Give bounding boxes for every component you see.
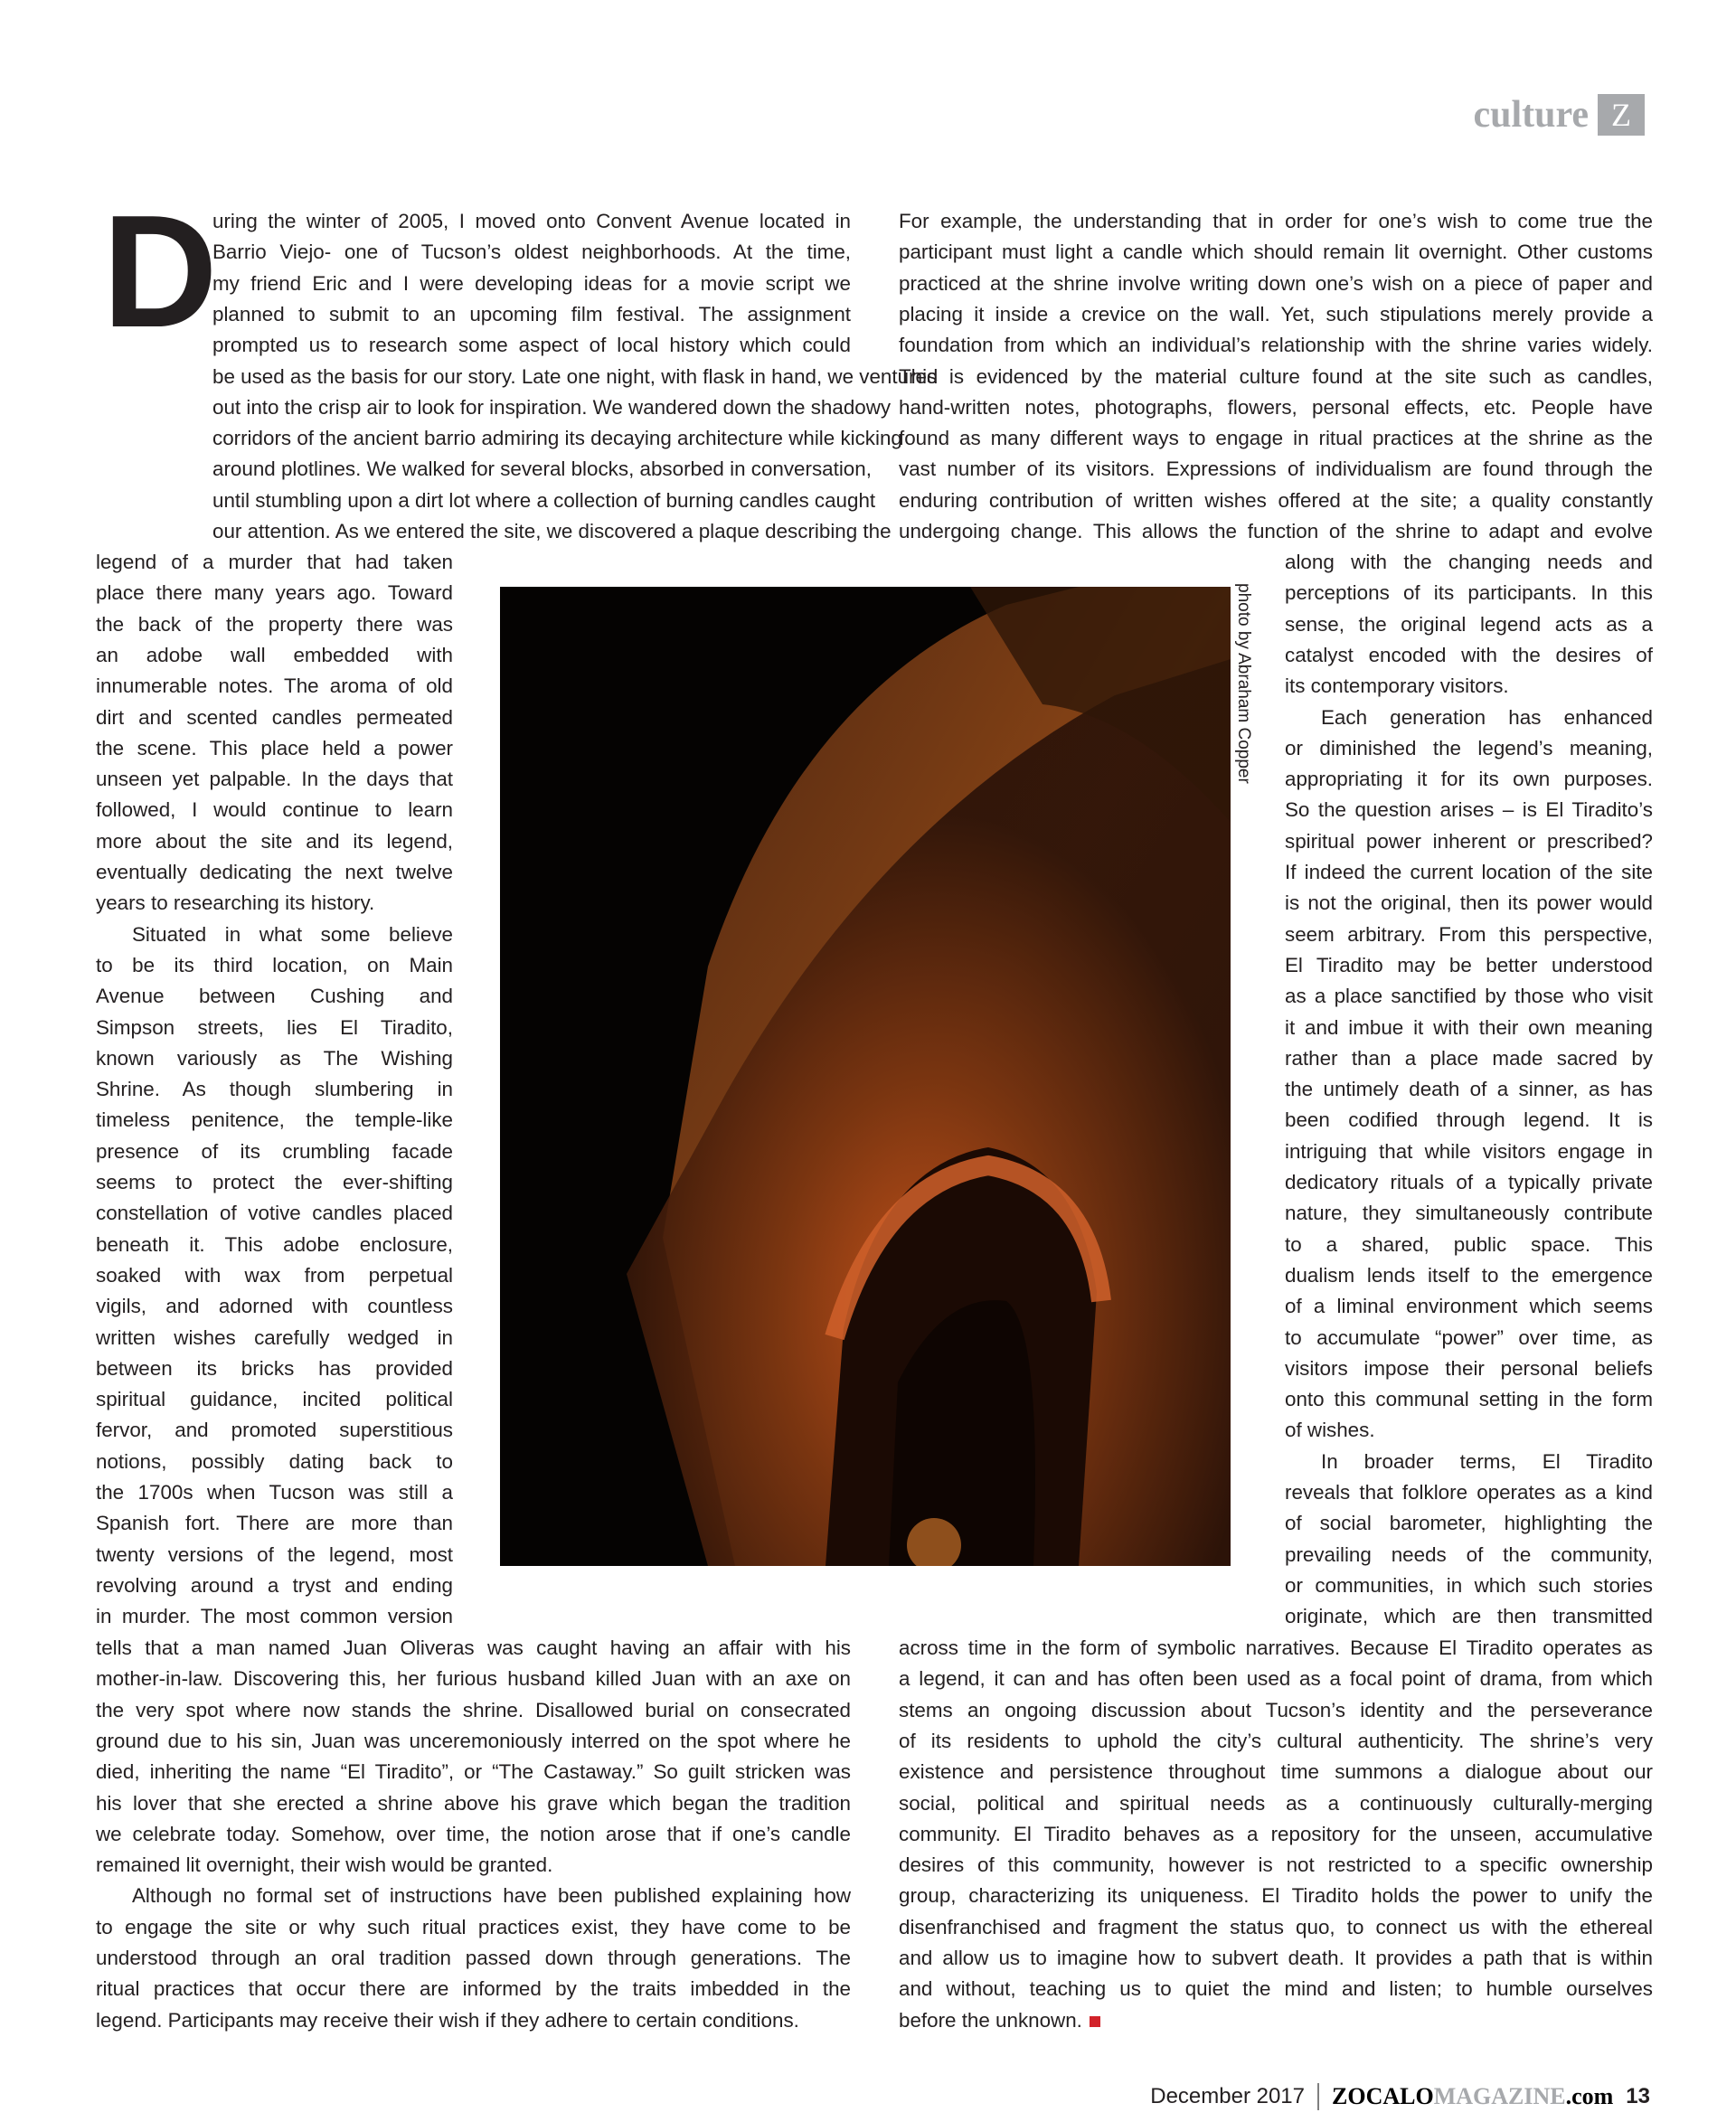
text-line: of a liminal environment which seems (1285, 1295, 1653, 1318)
issue-date: December 2017 (1150, 2084, 1305, 2108)
text-line: prompted us to research some aspect of local history which could (212, 334, 851, 357)
text-line: In broader terms, El Tiradito (1321, 1449, 1653, 1473)
text-line: group, characterizing its uniqueness. El Tiradito holds the power to unify the (899, 1884, 1653, 1908)
website-url (1332, 2083, 1613, 2110)
text-line: Although no formal set of instructions have been published explaining how (132, 1884, 851, 1908)
text-line: the scene. This place held a power (96, 736, 453, 759)
text-line: community. El Tiradito behaves as a repository for the unseen, accumulative (899, 1822, 1653, 1845)
shrine-photo (500, 587, 1231, 1566)
text-line: eventually dedicating the next twelve (96, 861, 453, 883)
text-line: fervor, and promoted superstitious (96, 1419, 453, 1442)
drop-cap: D (102, 182, 218, 361)
text-line: mother-in-law. Discovering this, her furious husband killed Juan with an axe on (96, 1667, 851, 1691)
text-line: reveals that folklore operates as a kind (1285, 1481, 1653, 1504)
text-line: social, political and spiritual needs as a continuously culturally-merging (899, 1791, 1653, 1815)
text-line: of social barometer, highlighting the (1285, 1512, 1653, 1535)
text-line: corridors of the ancient barrio admiring its decaying architecture while kicking (212, 427, 902, 450)
section-header (1473, 94, 1645, 136)
text-line: visitors impose their personal beliefs (1285, 1356, 1653, 1380)
text-line: more about the site and its legend, (96, 829, 453, 853)
text-line: ground due to his sin, Juan was unceremoniously interred on the spot where he (96, 1729, 851, 1752)
text-line: years to researching its history. (96, 891, 375, 915)
text-line: dirt and scented candles permeated (96, 705, 453, 729)
text-line: or communities, in which such stories (1285, 1573, 1653, 1597)
text-line: El Tiradito may be better understood (1285, 953, 1653, 976)
text-line: appropriating it for its own purposes. (1285, 768, 1653, 791)
text-line: or diminished the legend’s meaning, (1285, 736, 1653, 759)
text-line: in murder. The most common version (96, 1605, 453, 1628)
text-line: an adobe wall embedded with (96, 643, 453, 666)
text-line: dualism lends itself to the emergence (1285, 1263, 1653, 1287)
text-line: Situated in what some believe (132, 922, 453, 946)
text-line: prevailing needs of the community, (1285, 1542, 1653, 1566)
text-line: hand-written notes, photographs, flowers, personal effects, etc. People have (899, 395, 1653, 419)
text-line: the back of the property there was (96, 612, 453, 636)
text-line: until stumbling upon a dirt lot where a collection of burning candles caught (212, 488, 876, 512)
text-line: vast number of its visitors. Expressions of individualism are found through the (899, 457, 1653, 481)
text-line: seems to protect the ever-shifting (96, 1171, 453, 1193)
text-line: existence and persistence throughout time summons a dialogue about our (899, 1760, 1653, 1784)
text-line: If indeed the current location of the site (1285, 861, 1653, 883)
text-line: dedicatory rituals of a typically private (1285, 1171, 1653, 1193)
text-line: notions, possibly dating back to (96, 1449, 453, 1473)
text-line: place there many years ago. Toward (96, 581, 453, 605)
text-line: understood through an oral tradition passed down through generations. The (96, 1947, 851, 1969)
text-line: the very spot where now stands the shrine. Disallowed burial on consecrated (96, 1698, 851, 1721)
text-line: spiritual power inherent or prescribed? (1285, 829, 1653, 853)
text-line: innumerable notes. The aroma of old (96, 674, 453, 698)
text-line: written wishes carefully wedged in (96, 1325, 453, 1349)
text-line: revolving around a tryst and ending (96, 1573, 453, 1597)
text-line: between its bricks has provided (96, 1356, 453, 1380)
text-line: died, inheriting the name “El Tiradito”, or “The Castaway.” So guilt stricken was (96, 1760, 851, 1784)
text-line: onto this communal setting in the form (1285, 1388, 1653, 1411)
text-line: its contemporary visitors. (1285, 674, 1509, 698)
text-line: uring the winter of 2005, I moved onto Convent Avenue located in (212, 210, 851, 232)
text-line: to accumulate “power” over time, as (1285, 1325, 1653, 1349)
text-line: around plotlines. We walked for several blocks, absorbed in conversation, (212, 457, 872, 481)
text-line: we celebrate today. Somehow, over time, the notion arose that if one’s candle (96, 1822, 851, 1845)
text-line: planned to submit to an upcoming film festival. The assignment (212, 302, 851, 325)
text-line: seem arbitrary. From this perspective, (1285, 922, 1653, 946)
text-line: Shrine. As though slumbering in (96, 1078, 453, 1101)
text-line: tells that a man named Juan Oliveras was caught having an affair with his (96, 1636, 851, 1659)
text-line: Spanish fort. There are more than (96, 1512, 453, 1535)
text-line: legend. Participants may receive their wish if they adhere to certain conditions. (96, 2008, 799, 2032)
text-line: to engage the site or why such ritual practices exist, they have come to be (96, 1915, 851, 1938)
text-line: ritual practices that occur there are informed by the traits imbedded in the (96, 1977, 851, 2001)
text-line: remained lit overnight, their wish would be granted. (96, 1853, 553, 1877)
text-line: followed, I would continue to learn (96, 798, 453, 822)
site-name-zocalo: ZOCALO (1332, 2083, 1434, 2109)
text-line: presence of its crumbling facade (96, 1139, 453, 1163)
text-line: originate, which are then transmitted (1285, 1605, 1653, 1628)
zocalo-logo-badge: Z (1598, 94, 1645, 136)
text-line: Avenue between Cushing and (96, 985, 453, 1008)
text-line: and allow us to imagine how to subvert death. It provides a path that is within (899, 1947, 1653, 1969)
text-line: unseen yet palpable. In the days that (96, 768, 453, 791)
end-mark-icon (1090, 2016, 1100, 2027)
text-line: across time in the form of symbolic narratives. Because El Tiradito operates as (899, 1636, 1653, 1659)
text-line: twenty versions of the legend, most (96, 1542, 453, 1566)
text-line-final: before the unknown. (899, 2005, 1653, 2036)
text-line: been codified through legend. It is (1285, 1108, 1653, 1132)
text-line: So the question arises – is El Tiradito’s (1285, 798, 1653, 822)
text-line: legend of a murder that had taken (96, 551, 453, 573)
page-footer (1150, 2083, 1650, 2110)
text-line: rather than a place made sacred by (1285, 1046, 1653, 1070)
text-line: a legend, it can and has often been used as a focal point of drama, from which (899, 1667, 1653, 1691)
page-number: 13 (1626, 2084, 1650, 2108)
text-line: desires of this community, however is not restricted to a specific ownership (899, 1853, 1653, 1877)
text-line: perceptions of its participants. In this (1285, 581, 1653, 605)
text-line: of its residents to uphold the city’s cultural authenticity. The shrine’s very (899, 1729, 1653, 1752)
text-line: my friend Eric and I were developing ideas for a movie script we (212, 271, 851, 295)
text-line: to be its third location, on Main (96, 953, 453, 976)
text-line: the 1700s when Tucson was still a (96, 1481, 453, 1504)
text-line: For example, the understanding that in order for one’s wish to come true the (899, 210, 1653, 232)
text-line: beneath it. This adobe enclosure, (96, 1232, 453, 1256)
text-line: catalyst encoded with the desires of (1285, 643, 1653, 666)
text-line: Each generation has enhanced (1321, 705, 1653, 729)
text-line: it and imbue it with their own meaning (1285, 1015, 1653, 1039)
text-line: our attention. As we entered the site, we discovered a plaque describing the (212, 520, 892, 542)
photo-credit: photo by Abraham Copper (1234, 583, 1253, 784)
text-line: along with the changing needs and (1285, 551, 1653, 573)
text-line: of wishes. (1285, 1419, 1375, 1442)
text-line: foundation from which an individual’s relationship with the shrine varies widely. (899, 334, 1653, 357)
text-line: stems an ongoing discussion about Tucson’s identity and the perseverance (899, 1698, 1653, 1721)
text-line: his lover that she erected a shrine above his grave which began the tradition (96, 1791, 851, 1815)
text-line: practiced at the shrine involve writing down one’s wish on a piece of paper and (899, 271, 1653, 295)
text-line: intriguing that while visitors engage in (1285, 1139, 1653, 1163)
text-line: and without, teaching us to quiet the mind and listen; to humble ourselves (899, 1977, 1653, 2001)
text-line: Simpson streets, lies El Tiradito, (96, 1015, 453, 1039)
text-line: as a place sanctified by those who visit (1285, 985, 1653, 1008)
text-line: timeless penitence, the temple-like (96, 1108, 453, 1132)
text-line: be used as the basis for our story. Late one night, with flask in hand, we ventured (212, 364, 939, 388)
text-line: out into the crisp air to look for inspiration. We wandered down the shadowy (212, 395, 892, 419)
text-line: constellation of votive candles placed (96, 1202, 453, 1225)
text-line: Barrio Viejo- one of Tucson’s oldest neighborhoods. At the time, (212, 240, 851, 264)
text-line: soaked with wax from perpetual (96, 1263, 453, 1287)
text-line: the untimely death of a sinner, as has (1285, 1078, 1653, 1101)
text-line: known variously as The Wishing (96, 1046, 453, 1070)
text-line: This is evidenced by the material culture found at the site such as candles, (899, 364, 1653, 388)
text-line: vigils, and adorned with countless (96, 1295, 453, 1318)
text-line: spiritual guidance, incited political (96, 1388, 453, 1411)
site-name-magazine: MAGAZINE (1433, 2083, 1566, 2109)
text-line: found as many different ways to engage in ritual practices at the shrine as the (899, 427, 1653, 450)
text-line: is not the original, then its power would (1285, 891, 1653, 915)
section-title: culture (1473, 94, 1589, 136)
text-line: nature, they simultaneously contribute (1285, 1202, 1653, 1225)
text-line: placing it inside a crevice on the wall. Yet, such stipulations merely provide a (899, 302, 1653, 325)
text-line: enduring contribution of written wishes offered at the site; a quality constantly (899, 488, 1653, 512)
site-tld: .com (1565, 2083, 1614, 2109)
text-line: sense, the original legend acts as a (1285, 612, 1653, 636)
text-line: to a shared, public space. This (1285, 1232, 1653, 1256)
text-line: participant must light a candle which should remain lit overnight. Other customs (899, 240, 1653, 264)
text-line: disenfranchised and fragment the status quo, to connect us with the ethereal (899, 1915, 1653, 1938)
text-line: undergoing change. This allows the function of the shrine to adapt and evolve (899, 520, 1653, 542)
footer-divider (1317, 2083, 1319, 2110)
